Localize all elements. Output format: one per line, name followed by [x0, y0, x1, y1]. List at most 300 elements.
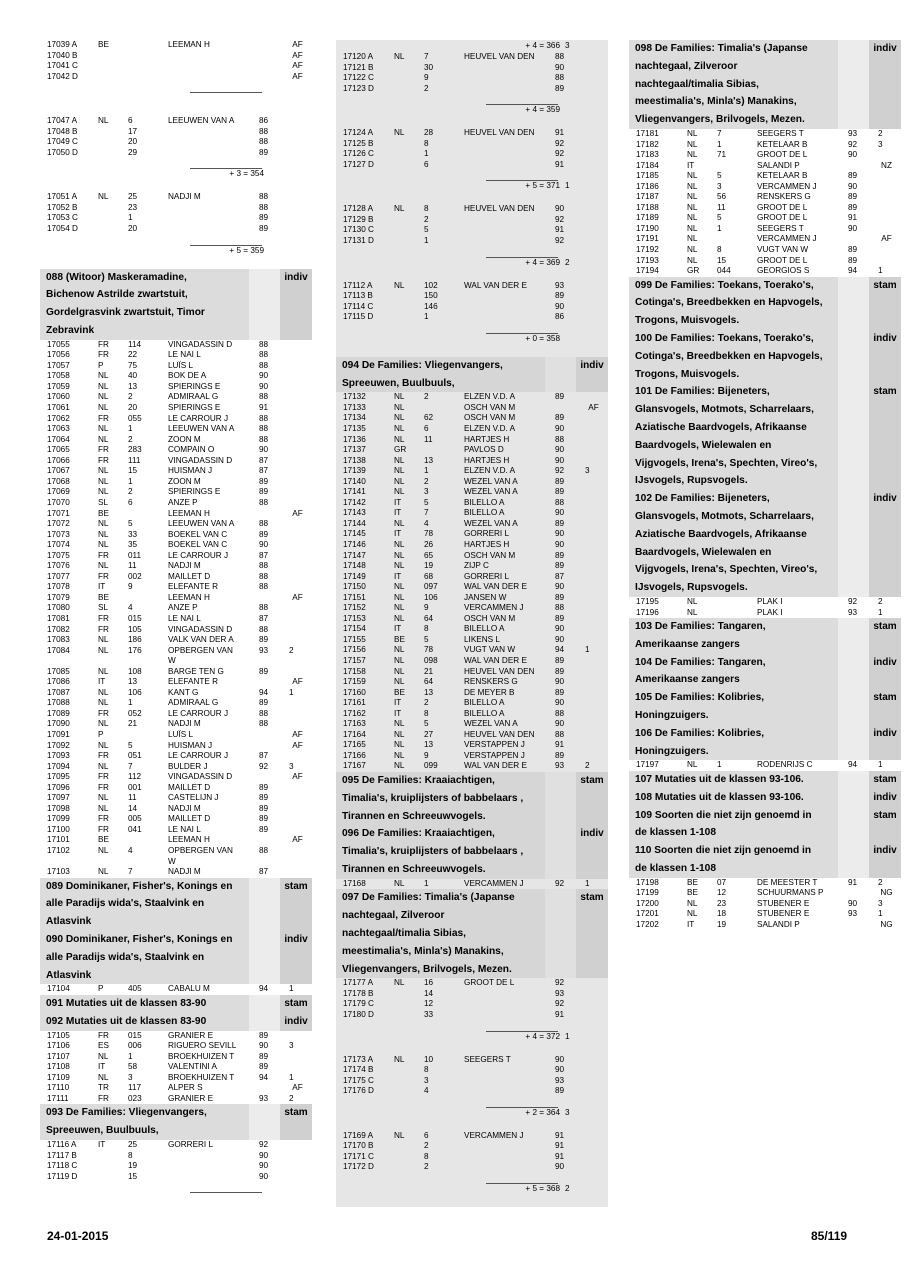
- class-title-line: 108 Mutaties uit de klassen 93-106.: [635, 791, 804, 803]
- ring-number: 2: [424, 392, 429, 402]
- prize: 1: [585, 645, 590, 655]
- class-title-line: 110 Soorten die niet zijn genoemd in: [635, 845, 812, 857]
- entry-number: 17194: [636, 266, 659, 276]
- entry-number: 17063: [47, 424, 70, 434]
- ring-number: 1: [424, 149, 429, 159]
- entry-row: [336, 1076, 608, 1087]
- ring-number: 26: [424, 540, 434, 549]
- entry-row: [336, 989, 608, 1000]
- exhibitor-name: ELEFANTE R: [168, 582, 219, 592]
- prize: 1: [585, 878, 590, 888]
- country-code: NL: [394, 550, 405, 560]
- score: 89: [555, 291, 565, 301]
- entry-number: 17080: [47, 603, 70, 613]
- exhibitor-name: LE NAI L: [168, 613, 201, 623]
- ring-number: 5: [128, 519, 133, 529]
- exhibitor-name: BILELLO A: [464, 698, 505, 708]
- country-code: NL: [98, 424, 109, 434]
- exhibitor-name: RENSKERS G: [757, 192, 811, 202]
- ring-number: 11: [128, 561, 137, 571]
- entry-number: 17177 A: [343, 978, 374, 988]
- entry-row: [40, 762, 312, 773]
- ring-number: 17: [128, 126, 138, 136]
- entry-row: [336, 635, 608, 646]
- score: 88: [259, 846, 269, 855]
- exhibitor-name: LEEMAN H: [168, 835, 210, 845]
- score: 93: [848, 128, 858, 138]
- ring-number: 58: [128, 1062, 138, 1072]
- country-code: NL: [98, 476, 109, 486]
- score: 90: [555, 508, 565, 518]
- ring-number: 2: [424, 698, 429, 708]
- entry-number: 17042 D: [47, 71, 78, 81]
- score: 91: [555, 1130, 565, 1140]
- country-code: FR: [98, 413, 109, 423]
- ring-number: 71: [717, 150, 727, 160]
- status-code: AF: [292, 740, 303, 750]
- entry-row: [40, 561, 312, 572]
- total-text: + 5 = 371: [525, 181, 560, 191]
- entry-number: 17187: [636, 192, 659, 202]
- results-column-right: [629, 40, 901, 931]
- entry-row: [336, 999, 608, 1010]
- country-code: FR: [98, 1030, 109, 1040]
- country-code: NL: [394, 1054, 405, 1064]
- ring-number: 146: [424, 301, 438, 311]
- country-code: NL: [394, 128, 405, 138]
- exhibitor-name: GROOT DE L: [757, 213, 808, 223]
- entry-row: [629, 203, 901, 214]
- entry-number: 17197: [636, 760, 659, 770]
- header-gap: [838, 807, 869, 843]
- entry-row: [40, 1172, 312, 1183]
- class-type: stam: [869, 383, 901, 490]
- ring-number: 14: [424, 988, 434, 998]
- class-title-line: 105 De Families: Kolibries,: [635, 692, 765, 704]
- country-code: BE: [394, 634, 405, 644]
- class-title-line: 104 De Families: Tangaren,: [635, 656, 766, 668]
- ring-number: 1: [128, 476, 133, 486]
- total-divider: [190, 92, 262, 93]
- ring-number: 108: [128, 666, 142, 676]
- score: 89: [555, 476, 565, 486]
- score: 91: [259, 403, 269, 413]
- class-title-line: Aziatische Baardvogels, Afrikaanse: [635, 422, 807, 434]
- country-code: NL: [98, 761, 109, 771]
- exhibitor-name: MAILLET D: [168, 814, 211, 824]
- entry-number: 17165: [343, 740, 366, 750]
- ring-number: 15: [717, 255, 727, 265]
- exhibitor-name: LEEUWEN VAN A: [168, 519, 235, 529]
- exhibitor-name: LEEMAN H: [168, 508, 210, 518]
- class-type: stam: [280, 1104, 312, 1140]
- entry-row: [40, 793, 312, 804]
- total-text: + 5 = 368: [525, 1183, 560, 1193]
- exhibitor-name: BOEKEL VAN C: [168, 529, 228, 539]
- entry-row: [336, 236, 608, 247]
- exhibitor-name: OPBERGEN VAN: [168, 645, 233, 655]
- entry-number: 17086: [47, 677, 70, 687]
- spacer: [336, 192, 608, 204]
- ring-number: 27: [424, 729, 434, 739]
- ring-number: 65: [424, 550, 434, 560]
- total-prize: 1: [565, 181, 570, 191]
- exhibitor-name: GRANIER E: [168, 1030, 214, 1040]
- total-prize: 1: [565, 1031, 570, 1041]
- score: 90: [555, 634, 565, 644]
- entry-row: [40, 456, 312, 467]
- exhibitor-name: MAILLET D: [168, 782, 211, 792]
- score: 88: [259, 137, 269, 147]
- exhibitor-name: WEZEL VAN A: [464, 719, 518, 729]
- exhibitor-name: VERCAMMEN J: [757, 234, 817, 244]
- country-code: FR: [98, 571, 109, 581]
- entry-row: [336, 645, 608, 656]
- class-header: [629, 277, 901, 330]
- entry-number: 17099: [47, 814, 70, 824]
- entry-row: [40, 582, 312, 593]
- entry-number: 17079: [47, 592, 70, 602]
- ring-number: 3: [424, 487, 429, 497]
- entry-row: [40, 116, 312, 127]
- ring-number: 9: [424, 73, 429, 83]
- entry-number: 17098: [47, 803, 70, 813]
- entry-number: 17047 A: [47, 116, 78, 126]
- class-header: [629, 383, 901, 490]
- entry-row: [336, 730, 608, 741]
- spacer: [336, 116, 608, 128]
- entry-number: 17166: [343, 750, 366, 760]
- score: 89: [555, 656, 565, 666]
- status-code: AF: [292, 61, 303, 71]
- entry-row: [40, 498, 312, 509]
- entry-number: 17193: [636, 255, 659, 265]
- entry-number: 17138: [343, 455, 366, 465]
- ring-number: 044: [717, 266, 731, 276]
- ring-number: 18: [717, 909, 727, 919]
- exhibitor-name: HUISMAN J: [168, 740, 213, 750]
- ring-number: 25: [128, 1139, 138, 1149]
- class-title-line: 099 De Families: Toekans, Toerako's,: [635, 279, 814, 291]
- score: 92: [555, 236, 565, 246]
- exhibitor-name: GRANIER E: [168, 1093, 214, 1103]
- spacer: [336, 1195, 608, 1207]
- score: 90: [555, 677, 565, 687]
- exhibitor-name: WEZEL VAN A: [464, 487, 518, 497]
- exhibitor-name: OSCH VAN M: [464, 413, 516, 423]
- entry-number: 17073: [47, 529, 70, 539]
- entry-number: 17075: [47, 550, 70, 560]
- status-code: AF: [292, 592, 303, 602]
- ring-number: 2: [424, 214, 429, 224]
- country-code: NL: [98, 635, 109, 645]
- country-code: NL: [394, 761, 405, 771]
- score: 89: [555, 487, 565, 497]
- score: 87: [259, 867, 269, 877]
- ring-number: 15: [128, 466, 138, 476]
- entry-row: [336, 551, 608, 562]
- exhibitor-name: WAL VAN DER E: [464, 656, 527, 666]
- country-code: NL: [394, 978, 405, 988]
- ring-number: 13: [424, 740, 434, 750]
- ring-number: 30: [424, 62, 434, 72]
- exhibitor-name: LUÏS L: [168, 360, 194, 370]
- country-code: NL: [394, 455, 405, 465]
- spacer: [40, 104, 312, 116]
- entry-row: [336, 392, 608, 403]
- country-code: NL: [394, 52, 405, 61]
- entry-row: [336, 128, 608, 139]
- exhibitor-name: VALK VAN DER A: [168, 635, 234, 645]
- score: 88: [555, 52, 565, 61]
- exhibitor-name: COMPAIN O: [168, 445, 215, 455]
- ring-number: 023: [128, 1093, 142, 1103]
- prize: 3: [585, 466, 590, 476]
- prize: 2: [289, 1093, 294, 1103]
- spacer: [336, 269, 608, 281]
- entry-row: [40, 709, 312, 720]
- ring-number: 12: [717, 888, 727, 898]
- entry-row: [336, 1141, 608, 1152]
- score: 90: [555, 1162, 565, 1172]
- entry-number: 17120 A: [343, 52, 374, 61]
- class-title-line: Glansvogels, Motmots, Scharrelaars,: [635, 511, 814, 522]
- total-text: + 4 = 359: [525, 105, 560, 115]
- ring-number: 005: [128, 814, 142, 824]
- ring-number: 6: [424, 159, 429, 169]
- ring-number: 112: [128, 772, 142, 782]
- score: 90: [555, 204, 565, 214]
- header-gap: [249, 878, 280, 931]
- ring-number: 015: [128, 613, 142, 623]
- class-title-line: Atlasvink: [46, 916, 92, 928]
- ring-number: 051: [128, 751, 142, 761]
- score: 89: [259, 224, 269, 234]
- entry-number: 17062: [47, 413, 70, 423]
- class-title-line: Atlasvink: [46, 969, 92, 981]
- entry-number: 17130 C: [343, 225, 374, 235]
- score: 94: [555, 645, 565, 655]
- class-title-line: Cotinga's, Breedbekken en Hapvogels,: [635, 350, 823, 362]
- total-text: + 5 = 359: [229, 245, 264, 255]
- header-gap: [838, 618, 869, 654]
- ring-number: 5: [424, 634, 429, 644]
- entry-number: 17054 D: [47, 224, 78, 234]
- entry-number: 17065: [47, 445, 70, 455]
- class-header: [336, 357, 608, 393]
- entry-row: [336, 751, 608, 762]
- score: 88: [259, 413, 269, 423]
- exhibitor-name: ADMIRAAL G: [168, 392, 219, 402]
- ring-number: 2: [128, 487, 133, 497]
- score: 89: [555, 750, 565, 760]
- ring-number: 35: [128, 540, 138, 550]
- entry-row: [40, 1151, 312, 1162]
- entry-row: [40, 192, 312, 203]
- entry-number: 17055: [47, 339, 70, 349]
- ring-number: 5: [717, 213, 722, 223]
- entry-row: [40, 1161, 312, 1172]
- score: 93: [555, 280, 565, 290]
- country-code: NL: [394, 204, 405, 214]
- country-code: NL: [394, 719, 405, 729]
- ring-number: 405: [128, 984, 142, 994]
- spacer: [40, 180, 312, 192]
- entry-row: [336, 740, 608, 751]
- score: 88: [555, 434, 565, 444]
- ring-number: 4: [128, 846, 133, 855]
- entry-number: 17050 D: [47, 147, 78, 157]
- ring-number: 11: [717, 202, 726, 212]
- country-code: IT: [98, 677, 106, 687]
- class-type: stam: [869, 618, 901, 654]
- score: 89: [848, 245, 858, 254]
- entry-number: 17149: [343, 571, 366, 581]
- exhibitor-name: ANZE P: [168, 497, 198, 507]
- header-gap: [838, 725, 869, 761]
- score: 89: [555, 83, 565, 93]
- exhibitor-name: SALANDI P: [757, 160, 800, 170]
- entry-row: [40, 625, 312, 636]
- ring-number: 052: [128, 708, 142, 718]
- entry-row: [40, 1031, 312, 1042]
- score: 86: [555, 312, 565, 322]
- entry-row: [40, 730, 312, 741]
- ring-number: 1: [424, 466, 429, 476]
- ring-number: 4: [424, 518, 429, 528]
- entry-row: [336, 656, 608, 667]
- exhibitor-name: HEUVEL VAN DEN: [464, 729, 535, 739]
- country-code: NL: [98, 666, 109, 676]
- entry-number: 17071: [47, 508, 70, 518]
- exhibitor-name: HEUVEL VAN DEN: [464, 128, 535, 138]
- country-code: GR: [687, 266, 700, 276]
- exhibitor-name: LEEUWEN VAN A: [168, 424, 235, 434]
- class-header: [336, 825, 608, 878]
- entry-number: 17140: [343, 476, 366, 486]
- score: 91: [555, 1009, 565, 1019]
- entry-row: [336, 603, 608, 614]
- class-header: [40, 995, 312, 1013]
- exhibitor-name: PAVLOS D: [464, 445, 504, 455]
- score: 90: [259, 381, 269, 391]
- country-code: NL: [394, 740, 405, 750]
- score: 89: [259, 147, 269, 157]
- header-gap: [249, 1104, 280, 1140]
- country-code: BE: [394, 687, 405, 697]
- score: 89: [259, 666, 269, 676]
- entry-row: [40, 424, 312, 435]
- entry-row: [40, 814, 312, 825]
- entry-number: 17183: [636, 150, 659, 160]
- entry-row: [40, 857, 312, 868]
- exhibitor-name: W: [168, 856, 176, 866]
- entry-row: [336, 84, 608, 95]
- class-type: stam: [576, 772, 608, 825]
- exhibitor-name: VERCAMMEN J: [464, 603, 524, 613]
- entry-row: [40, 350, 312, 361]
- ring-number: 78: [424, 529, 434, 539]
- ring-number: 7: [717, 128, 722, 138]
- exhibitor-name: STUBENER E: [757, 898, 810, 908]
- collection-total: [336, 1021, 608, 1043]
- class-title-line: nachtegaal, Zilveroor: [342, 910, 445, 922]
- entry-row: [336, 435, 608, 446]
- country-code: IT: [394, 497, 402, 507]
- country-code: FR: [98, 824, 109, 834]
- country-code: BE: [98, 40, 109, 49]
- ring-number: 33: [424, 1009, 434, 1019]
- country-code: IT: [687, 160, 695, 170]
- total-text: + 0 = 358: [525, 333, 560, 343]
- country-code: NL: [687, 128, 698, 138]
- class-header: [40, 931, 312, 984]
- exhibitor-name: GEORGIOS S: [757, 266, 810, 276]
- ring-number: 6: [424, 1130, 429, 1140]
- status-code: AF: [292, 40, 303, 49]
- entry-number: 17093: [47, 751, 70, 761]
- ring-number: 14: [128, 803, 138, 813]
- score: 88: [259, 360, 269, 370]
- prize: 1: [289, 687, 294, 697]
- score: 88: [555, 708, 565, 718]
- class-title-line: Spreeuwen, Buulbuuls,: [46, 1125, 159, 1137]
- ring-number: 7: [128, 761, 133, 771]
- ring-number: 117: [128, 1083, 142, 1093]
- country-code: NL: [98, 392, 109, 402]
- ring-number: 40: [128, 371, 138, 381]
- exhibitor-name: BARGE TEN G: [168, 666, 224, 676]
- ring-number: 5: [424, 225, 429, 235]
- entry-row: [336, 139, 608, 150]
- entry-number: 17048 B: [47, 126, 78, 136]
- total-text: + 2 = 364: [525, 1107, 560, 1117]
- entry-row: [336, 312, 608, 323]
- total-text: + 4 = 369: [525, 257, 560, 267]
- total-prize: 3: [565, 41, 570, 50]
- score: 89: [555, 666, 565, 676]
- entry-number: 17068: [47, 476, 70, 486]
- entry-number: 17147: [343, 550, 366, 560]
- entry-row: [40, 846, 312, 857]
- entry-number: 17155: [343, 634, 366, 644]
- ring-number: 041: [128, 824, 142, 834]
- entry-number: 17066: [47, 455, 70, 465]
- results-column-middle: [336, 40, 608, 1207]
- ring-number: 16: [424, 978, 434, 988]
- score: 92: [555, 999, 565, 1009]
- class-header: [629, 330, 901, 383]
- entry-row: [336, 582, 608, 593]
- entry-number: 17100: [47, 824, 70, 834]
- exhibitor-name: HEUVEL VAN DEN: [464, 52, 535, 61]
- prize: 1: [289, 1072, 294, 1082]
- score: 92: [555, 878, 565, 888]
- exhibitor-name: KANT G: [168, 687, 199, 697]
- entry-row: [629, 150, 901, 161]
- exhibitor-name: HUISMAN J: [168, 466, 213, 476]
- ring-number: 7: [424, 508, 429, 518]
- entry-number: 17151: [343, 592, 366, 602]
- entry-row: [336, 667, 608, 678]
- ring-number: 6: [424, 423, 429, 433]
- entry-number: 17095: [47, 772, 70, 782]
- score: 93: [848, 909, 858, 919]
- exhibitor-name: ELZEN V.D. A: [464, 392, 516, 402]
- ring-number: 23: [128, 202, 138, 212]
- class-title-line: de klassen 1-108: [635, 862, 716, 874]
- score: 92: [555, 214, 565, 224]
